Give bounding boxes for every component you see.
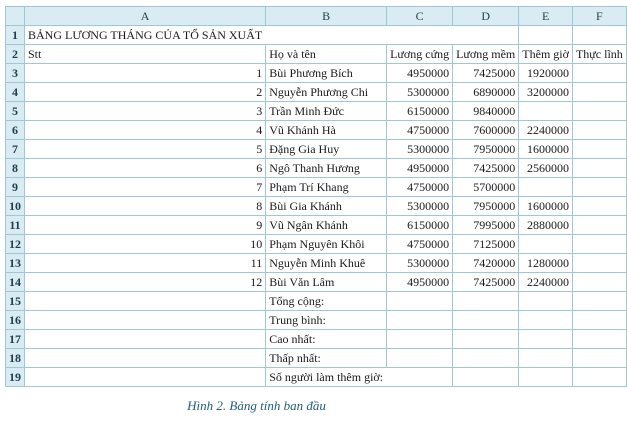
- soft-salary-cell[interactable]: 7600000: [453, 121, 519, 140]
- name-cell[interactable]: Nguyễn Minh Khuê: [266, 254, 387, 273]
- soft-salary-cell[interactable]: 7420000: [453, 254, 519, 273]
- net-cell[interactable]: [572, 178, 626, 197]
- cell[interactable]: [519, 368, 573, 387]
- table-row: [6, 64, 627, 83]
- cell[interactable]: [453, 349, 519, 368]
- cell[interactable]: [519, 311, 573, 330]
- overtime-cell[interactable]: 1600000: [519, 140, 573, 159]
- net-cell[interactable]: [572, 121, 626, 140]
- row-header[interactable]: 19: [6, 368, 25, 387]
- name-cell[interactable]: Ngô Thanh Hương: [266, 159, 387, 178]
- net-cell[interactable]: [572, 235, 626, 254]
- figure-caption: Hình 2. Bảng tính ban đầu: [187, 398, 326, 413]
- stt-cell[interactable]: 4: [25, 121, 266, 140]
- row-header[interactable]: 16: [6, 311, 25, 330]
- cell[interactable]: [25, 349, 266, 368]
- base-salary-cell[interactable]: 5300000: [387, 254, 453, 273]
- select-all-corner[interactable]: [6, 7, 25, 26]
- table-row: [6, 83, 627, 102]
- name-cell[interactable]: Trần Minh Đức: [266, 102, 387, 121]
- net-cell[interactable]: [572, 140, 626, 159]
- column-header-f[interactable]: F: [572, 7, 626, 26]
- cell[interactable]: [387, 292, 453, 311]
- overtime-cell[interactable]: 1920000: [519, 64, 573, 83]
- soft-salary-cell[interactable]: 7950000: [453, 140, 519, 159]
- row-header[interactable]: 6: [6, 121, 25, 140]
- base-salary-cell[interactable]: 4950000: [387, 159, 453, 178]
- cell[interactable]: [572, 311, 626, 330]
- base-salary-cell[interactable]: 6150000: [387, 216, 453, 235]
- overtime-cell[interactable]: 2240000: [519, 121, 573, 140]
- overtime-cell[interactable]: 2880000: [519, 216, 573, 235]
- base-salary-cell[interactable]: 4950000: [387, 64, 453, 83]
- cell[interactable]: [387, 311, 453, 330]
- stt-cell[interactable]: 5: [25, 140, 266, 159]
- row-header[interactable]: 17: [6, 330, 25, 349]
- cell[interactable]: [519, 26, 573, 45]
- cell[interactable]: [25, 368, 266, 387]
- summary-row: [6, 349, 627, 368]
- soft-salary-cell[interactable]: 7425000: [453, 64, 519, 83]
- cell[interactable]: [25, 330, 266, 349]
- table-row: [6, 235, 627, 254]
- cell[interactable]: [387, 26, 453, 45]
- sheet-row: [6, 45, 627, 64]
- net-cell[interactable]: [572, 64, 626, 83]
- cell[interactable]: [572, 26, 626, 45]
- name-cell[interactable]: Vũ Ngân Khánh: [266, 216, 387, 235]
- summary-row: [6, 311, 627, 330]
- name-cell[interactable]: Nguyễn Phương Chi: [266, 83, 387, 102]
- net-cell[interactable]: [572, 83, 626, 102]
- soft-salary-cell[interactable]: 7950000: [453, 197, 519, 216]
- overtime-cell[interactable]: 1280000: [519, 254, 573, 273]
- name-cell[interactable]: Bùi Gia Khánh: [266, 197, 387, 216]
- stt-cell[interactable]: 10: [25, 235, 266, 254]
- table-row: [6, 140, 627, 159]
- table-row: [6, 178, 627, 197]
- net-cell[interactable]: [572, 254, 626, 273]
- row-header[interactable]: 3: [6, 64, 25, 83]
- base-salary-cell[interactable]: 6150000: [387, 102, 453, 121]
- base-salary-cell[interactable]: 5300000: [387, 197, 453, 216]
- soft-salary-cell[interactable]: 7125000: [453, 235, 519, 254]
- summary-row: [6, 292, 627, 311]
- stt-cell[interactable]: 8: [25, 197, 266, 216]
- soft-salary-cell[interactable]: 7425000: [453, 159, 519, 178]
- stt-cell[interactable]: 6: [25, 159, 266, 178]
- net-cell[interactable]: [572, 197, 626, 216]
- column-header-e[interactable]: E: [519, 7, 573, 26]
- base-salary-cell[interactable]: 4750000: [387, 121, 453, 140]
- table-row: [6, 216, 627, 235]
- name-cell[interactable]: Phạm Trí Khang: [266, 178, 387, 197]
- title-cell[interactable]: BẢNG LƯƠNG THÁNG CỦA TỔ SẢN XUẤT: [25, 26, 266, 45]
- overtime-cell[interactable]: [519, 178, 573, 197]
- cell[interactable]: [519, 349, 573, 368]
- overtime-cell[interactable]: 1600000: [519, 197, 573, 216]
- overtime-cell[interactable]: [519, 102, 573, 121]
- net-cell[interactable]: [572, 216, 626, 235]
- column-header-c[interactable]: C: [387, 7, 453, 26]
- cell[interactable]: [453, 368, 519, 387]
- cell[interactable]: [453, 330, 519, 349]
- summary-label[interactable]: Cao nhất:: [266, 330, 387, 349]
- cell[interactable]: [572, 292, 626, 311]
- cell[interactable]: [387, 330, 453, 349]
- header-name[interactable]: Họ và tên: [266, 45, 387, 64]
- overtime-cell[interactable]: 2240000: [519, 273, 573, 292]
- net-cell[interactable]: [572, 159, 626, 178]
- table-row: [6, 102, 627, 121]
- row-header[interactable]: 2: [6, 45, 25, 64]
- overtime-cell[interactable]: [519, 235, 573, 254]
- sheet-row: [6, 26, 627, 45]
- stt-cell[interactable]: 12: [25, 273, 266, 292]
- name-cell[interactable]: Bùi Văn Lâm: [266, 273, 387, 292]
- base-salary-cell[interactable]: 4750000: [387, 178, 453, 197]
- header-stt[interactable]: Stt: [25, 45, 266, 64]
- row-header[interactable]: 7: [6, 140, 25, 159]
- net-cell[interactable]: [572, 102, 626, 121]
- stt-cell[interactable]: 1: [25, 64, 266, 83]
- stt-cell[interactable]: 2: [25, 83, 266, 102]
- cell[interactable]: [572, 349, 626, 368]
- name-cell[interactable]: Bùi Phương Bích: [266, 64, 387, 83]
- row-header[interactable]: 14: [6, 273, 25, 292]
- soft-salary-cell[interactable]: 6890000: [453, 83, 519, 102]
- cell[interactable]: [387, 349, 453, 368]
- summary-label[interactable]: Trung bình:: [266, 311, 387, 330]
- column-header-row: [6, 7, 627, 26]
- column-header-a[interactable]: A: [25, 7, 266, 26]
- stt-cell[interactable]: 7: [25, 178, 266, 197]
- table-row: [6, 159, 627, 178]
- header-overtime[interactable]: Thêm giờ: [519, 45, 573, 64]
- row-header[interactable]: 1: [6, 26, 25, 45]
- cell[interactable]: [25, 292, 266, 311]
- net-cell[interactable]: [572, 273, 626, 292]
- cell[interactable]: [387, 368, 453, 387]
- row-header[interactable]: 18: [6, 349, 25, 368]
- overtime-cell[interactable]: 3200000: [519, 83, 573, 102]
- column-header-b[interactable]: B: [266, 7, 387, 26]
- spreadsheet-grid: [5, 6, 627, 387]
- cell[interactable]: [25, 311, 266, 330]
- column-header-d[interactable]: D: [453, 7, 519, 26]
- row-header[interactable]: 5: [6, 102, 25, 121]
- summary-label[interactable]: Số người làm thêm giờ:: [266, 368, 387, 387]
- table-row: [6, 254, 627, 273]
- summary-row: [6, 330, 627, 349]
- row-header[interactable]: 10: [6, 197, 25, 216]
- cell[interactable]: [572, 330, 626, 349]
- name-cell[interactable]: Vũ Khánh Hà: [266, 121, 387, 140]
- summary-label[interactable]: Thấp nhất:: [266, 349, 387, 368]
- summary-row: [6, 368, 627, 387]
- header-soft-salary[interactable]: Lương mềm: [453, 45, 519, 64]
- cell[interactable]: [266, 26, 387, 45]
- base-salary-cell[interactable]: 4750000: [387, 235, 453, 254]
- row-header[interactable]: 15: [6, 292, 25, 311]
- cell[interactable]: [453, 292, 519, 311]
- overtime-cell[interactable]: 2560000: [519, 159, 573, 178]
- table-row: [6, 197, 627, 216]
- header-net[interactable]: Thực lĩnh: [572, 45, 626, 64]
- soft-salary-cell[interactable]: 5700000: [453, 178, 519, 197]
- soft-salary-cell[interactable]: 7995000: [453, 216, 519, 235]
- base-salary-cell[interactable]: 5300000: [387, 140, 453, 159]
- soft-salary-cell[interactable]: 7425000: [453, 273, 519, 292]
- summary-label[interactable]: Tổng cộng:: [266, 292, 387, 311]
- cell[interactable]: [519, 330, 573, 349]
- name-cell[interactable]: Đặng Gia Huy: [266, 140, 387, 159]
- cell[interactable]: [453, 311, 519, 330]
- row-header[interactable]: 9: [6, 178, 25, 197]
- header-base-salary[interactable]: Lương cứng: [387, 45, 453, 64]
- row-header[interactable]: 12: [6, 235, 25, 254]
- table-row: [6, 273, 627, 292]
- cell[interactable]: [572, 368, 626, 387]
- stt-cell[interactable]: 9: [25, 216, 266, 235]
- stt-cell[interactable]: 11: [25, 254, 266, 273]
- row-header[interactable]: 8: [6, 159, 25, 178]
- row-header[interactable]: 11: [6, 216, 25, 235]
- name-cell[interactable]: Phạm Nguyên Khôi: [266, 235, 387, 254]
- row-header[interactable]: 13: [6, 254, 25, 273]
- cell[interactable]: [519, 292, 573, 311]
- stt-cell[interactable]: 3: [25, 102, 266, 121]
- row-header[interactable]: 4: [6, 83, 25, 102]
- table-row: [6, 121, 627, 140]
- base-salary-cell[interactable]: 4950000: [387, 273, 453, 292]
- base-salary-cell[interactable]: 5300000: [387, 83, 453, 102]
- soft-salary-cell[interactable]: 9840000: [453, 102, 519, 121]
- cell[interactable]: [453, 26, 519, 45]
